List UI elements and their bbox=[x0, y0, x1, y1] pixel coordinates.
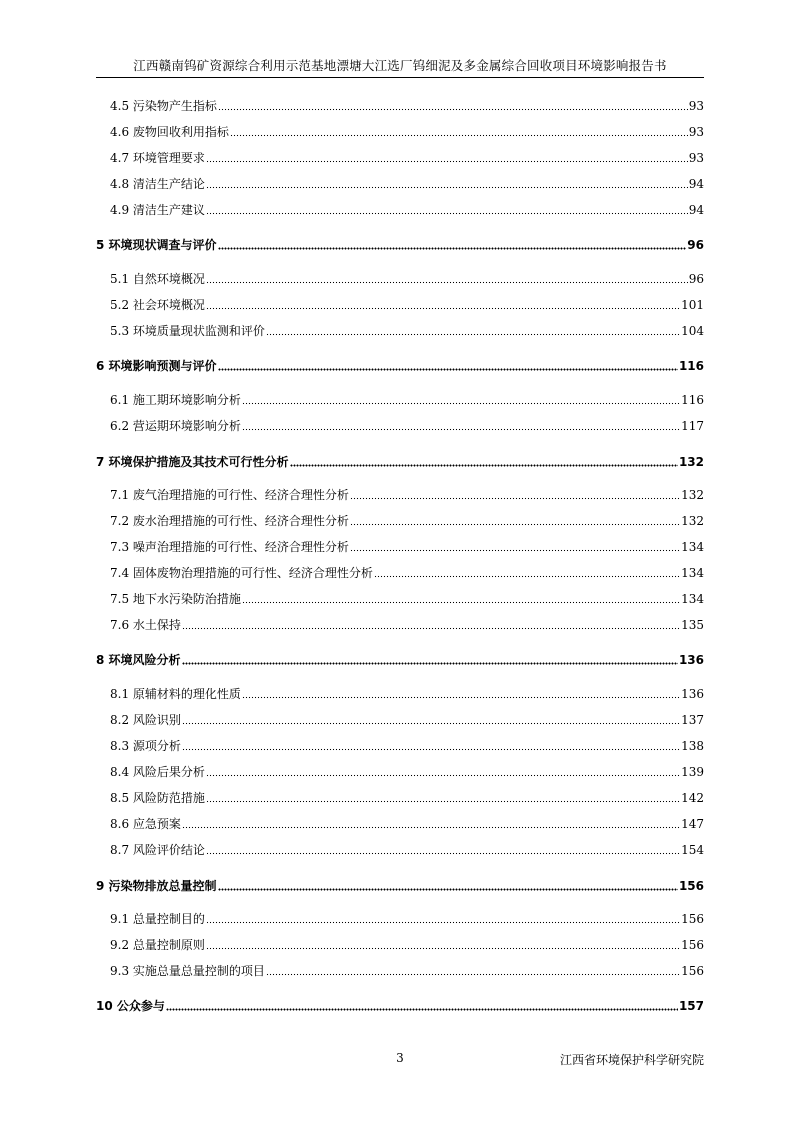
toc-page-number: 156 bbox=[681, 964, 704, 978]
toc-entry-6-1[interactable] bbox=[110, 390, 704, 408]
toc-page-number: 116 bbox=[681, 393, 704, 407]
toc-entry-label: 4.6 废物回收利用指标 bbox=[110, 125, 229, 139]
toc-entry-4-7[interactable] bbox=[110, 148, 704, 166]
toc-page-number: 96 bbox=[687, 238, 704, 252]
toc-entry-label: 8.3 源项分析 bbox=[110, 739, 181, 753]
toc-chapter-8[interactable] bbox=[96, 650, 704, 668]
toc-page-number: 101 bbox=[681, 298, 704, 312]
dot-leader bbox=[350, 523, 680, 526]
dot-leader bbox=[230, 134, 688, 137]
toc-entry-label: 8.2 风险识别 bbox=[110, 713, 181, 727]
dot-leader bbox=[206, 307, 680, 310]
toc-entry-4-9[interactable] bbox=[110, 200, 704, 218]
toc-chapter-5[interactable] bbox=[96, 235, 704, 253]
toc-chapter-7[interactable] bbox=[96, 452, 704, 470]
header-title: 江西赣南钨矿资源综合利用示范基地漂塘大江选厂钨细泥及多金属综合回收项目环境影响报告书 bbox=[133, 58, 667, 73]
toc-page-number: 134 bbox=[681, 566, 704, 580]
toc-entry-4-5[interactable] bbox=[110, 96, 704, 114]
toc-chapter-9[interactable] bbox=[96, 876, 704, 894]
toc-page-number: 135 bbox=[681, 618, 704, 632]
toc-entry-label: 7.6 水土保持 bbox=[110, 618, 181, 632]
toc-page-number: 147 bbox=[681, 817, 704, 831]
toc-page-number: 117 bbox=[681, 419, 704, 433]
dot-leader bbox=[206, 921, 680, 924]
toc-entry-label: 9.2 总量控制原则 bbox=[110, 938, 205, 952]
toc-page-number: 154 bbox=[681, 843, 704, 857]
footer-organization: 江西省环境保护科学研究院 bbox=[559, 1053, 704, 1067]
toc-chapter-label: 5 环境现状调查与评价 bbox=[96, 238, 217, 252]
toc-page-number: 94 bbox=[688, 177, 704, 191]
toc-entry-7-3[interactable] bbox=[110, 537, 704, 555]
dot-leader bbox=[182, 627, 680, 630]
toc-entry-label: 8.5 风险防范措施 bbox=[110, 791, 205, 805]
toc-page-number: 93 bbox=[688, 99, 704, 113]
toc-entry-7-2[interactable] bbox=[110, 511, 704, 529]
toc-page-number: 132 bbox=[678, 455, 704, 469]
toc-entry-8-4[interactable] bbox=[110, 762, 704, 780]
dot-leader bbox=[206, 212, 688, 215]
toc-entry-6-2[interactable] bbox=[110, 416, 704, 434]
toc-page-number: 93 bbox=[688, 151, 704, 165]
dot-leader bbox=[206, 852, 680, 855]
toc-page-number: 96 bbox=[688, 272, 704, 286]
toc-entry-label: 5.1 自然环境概况 bbox=[110, 272, 205, 286]
dot-leader bbox=[242, 601, 680, 604]
toc-entry-7-6[interactable] bbox=[110, 615, 704, 633]
toc-entry-5-2[interactable] bbox=[110, 295, 704, 313]
toc-entry-label: 8.6 应急预案 bbox=[110, 817, 181, 831]
toc-entry-label: 7.3 噪声治理措施的可行性、经济合理性分析 bbox=[110, 540, 349, 554]
toc-entry-8-2[interactable] bbox=[110, 710, 704, 728]
dot-leader bbox=[166, 1008, 678, 1011]
toc-entry-label: 4.8 清洁生产结论 bbox=[110, 177, 205, 191]
dot-leader bbox=[206, 800, 680, 803]
toc-entry-8-3[interactable] bbox=[110, 736, 704, 754]
toc-page-number: 93 bbox=[688, 125, 704, 139]
toc-entry-label: 5.3 环境质量现状监测和评价 bbox=[110, 324, 265, 338]
toc-entry-7-4[interactable] bbox=[110, 563, 704, 581]
dot-leader bbox=[242, 428, 680, 431]
toc-entry-label: 7.1 废气治理措施的可行性、经济合理性分析 bbox=[110, 488, 349, 502]
toc-entry-9-3[interactable] bbox=[110, 961, 704, 979]
dot-leader bbox=[206, 774, 680, 777]
toc-page-number: 94 bbox=[688, 203, 704, 217]
toc-entry-9-2[interactable] bbox=[110, 935, 704, 953]
toc-chapter-label: 10 公众参与 bbox=[96, 999, 165, 1013]
toc-page-number: 116 bbox=[678, 359, 704, 373]
toc-entry-4-6[interactable] bbox=[110, 122, 704, 140]
toc-entry-5-1[interactable] bbox=[110, 269, 704, 287]
toc-chapter-label: 6 环境影响预测与评价 bbox=[96, 359, 217, 373]
dot-leader bbox=[350, 549, 680, 552]
toc-entry-label: 9.1 总量控制目的 bbox=[110, 912, 205, 926]
toc-page-number: 134 bbox=[681, 540, 704, 554]
dot-leader bbox=[290, 464, 678, 467]
toc-entry-label: 6.1 施工期环境影响分析 bbox=[110, 393, 241, 407]
toc-entry-label: 8.4 风险后果分析 bbox=[110, 765, 205, 779]
footer-page-number: 3 bbox=[396, 1051, 404, 1065]
toc-page-number: 156 bbox=[678, 879, 704, 893]
toc-entry-7-5[interactable] bbox=[110, 589, 704, 607]
dot-leader bbox=[350, 497, 680, 500]
toc-chapter-10[interactable] bbox=[96, 996, 704, 1014]
toc-entry-4-8[interactable] bbox=[110, 174, 704, 192]
toc-entry-8-1[interactable] bbox=[110, 684, 704, 702]
toc-entry-label: 9.3 实施总量总量控制的项目 bbox=[110, 964, 265, 978]
toc-page-number: 156 bbox=[681, 938, 704, 952]
toc-entry-5-3[interactable] bbox=[110, 321, 704, 339]
toc-entry-label: 4.7 环境管理要求 bbox=[110, 151, 205, 165]
toc-entry-7-1[interactable] bbox=[110, 485, 704, 503]
toc-entry-label: 4.5 污染物产生指标 bbox=[110, 99, 217, 113]
toc-entry-9-1[interactable] bbox=[110, 909, 704, 927]
dot-leader bbox=[182, 826, 680, 829]
dot-leader bbox=[266, 333, 680, 336]
toc-page-number: 142 bbox=[681, 791, 704, 805]
dot-leader bbox=[218, 368, 678, 371]
toc-page-number: 138 bbox=[681, 739, 704, 753]
dot-leader bbox=[266, 973, 680, 976]
toc-page-number: 136 bbox=[681, 687, 704, 701]
toc-entry-8-5[interactable] bbox=[110, 788, 704, 806]
toc-page-number: 157 bbox=[678, 999, 704, 1013]
toc-chapter-label: 7 环境保护措施及其技术可行性分析 bbox=[96, 455, 289, 469]
toc-entry-label: 7.5 地下水污染防治措施 bbox=[110, 592, 241, 606]
dot-leader bbox=[206, 947, 680, 950]
toc-page-number: 134 bbox=[681, 592, 704, 606]
toc-entry-label: 7.2 废水治理措施的可行性、经济合理性分析 bbox=[110, 514, 349, 528]
toc-entry-label: 8.7 风险评价结论 bbox=[110, 843, 205, 857]
toc-entry-label: 4.9 清洁生产建议 bbox=[110, 203, 205, 217]
dot-leader bbox=[182, 662, 678, 665]
toc-chapter-6[interactable] bbox=[96, 356, 704, 374]
dot-leader bbox=[218, 108, 688, 111]
toc-entry-8-7[interactable] bbox=[110, 840, 704, 858]
toc-page-number: 139 bbox=[681, 765, 704, 779]
toc-entry-8-6[interactable] bbox=[110, 814, 704, 832]
dot-leader bbox=[242, 696, 680, 699]
dot-leader bbox=[206, 281, 688, 284]
dot-leader bbox=[182, 722, 680, 725]
toc-entry-label: 7.4 固体废物治理措施的可行性、经济合理性分析 bbox=[110, 566, 373, 580]
dot-leader bbox=[242, 402, 680, 405]
dot-leader bbox=[374, 575, 680, 578]
toc-page-number: 132 bbox=[681, 488, 704, 502]
toc-page-number: 104 bbox=[681, 324, 704, 338]
toc-entry-label: 8.1 原辅材料的理化性质 bbox=[110, 687, 241, 701]
dot-leader bbox=[218, 888, 678, 891]
dot-leader bbox=[182, 748, 680, 751]
dot-leader bbox=[206, 160, 688, 163]
toc-chapter-label: 9 污染物排放总量控制 bbox=[96, 879, 217, 893]
dot-leader bbox=[218, 247, 687, 250]
toc-page-number: 156 bbox=[681, 912, 704, 926]
toc-page-number: 132 bbox=[681, 514, 704, 528]
toc-entry-label: 5.2 社会环境概况 bbox=[110, 298, 205, 312]
toc-chapter-label: 8 环境风险分析 bbox=[96, 653, 181, 667]
toc-page-number: 136 bbox=[678, 653, 704, 667]
toc-page-number: 137 bbox=[681, 713, 704, 727]
dot-leader bbox=[206, 186, 688, 189]
header-divider bbox=[96, 77, 704, 78]
toc-entry-label: 6.2 营运期环境影响分析 bbox=[110, 419, 241, 433]
